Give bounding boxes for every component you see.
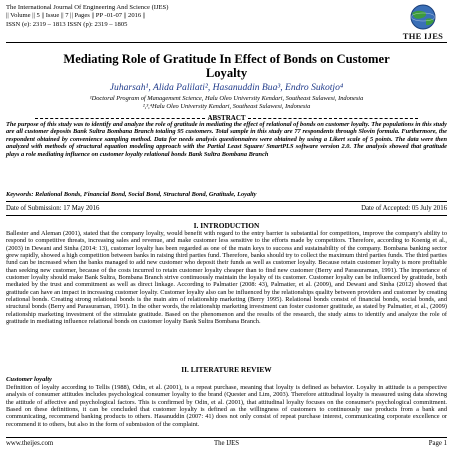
keywords-row <box>6 191 447 198</box>
globe-icon <box>398 3 448 31</box>
paper-authors: Juharsah¹, Alida Palilati², Hasanuddin Bua³, Endro Sukotjo⁴ <box>109 82 344 93</box>
submission-date: Date of Submission: 17 May 2016 <box>6 205 100 212</box>
abstract-text: The purpose of this study was to identify and analyze the role of gratitude in mediating the effect of relational of bonds on customer loyalty. The populations in this study are all customer deposits Bank Sultra Bombana Branch totaling 95 customers. Total sample in this study are 77 respondents through Slovin formula. Furthermore, the respondent obtained by convenience sampling method. Data for needs analysis questionnaires were obtained by using a Likert scale of 5 points. The data were then analyzed with methods of structural equation modeling approach with the Partial Least Square/ SmartPLS software version 2.0. The analysis showed that gratitude plays a role mediating influence on customer loyalty relational bonds Bank Sultra Bombana Branch <box>6 121 447 158</box>
accepted-date: Date of Accepted: 05 July 2016 <box>361 205 447 212</box>
affiliation-1: ¹Doctoral Program of Management Science, Halu Oleo University Kendari, Southeast Sulawesi, Indonesia <box>89 95 364 102</box>
abstract-heading: ABSTRACT <box>207 114 246 122</box>
journal-name: The International Journal Of Engineering And Science (IJES) <box>6 4 169 11</box>
journal-header <box>6 4 366 29</box>
dates-row <box>6 205 447 212</box>
abstract-rule-right <box>248 118 418 119</box>
dates-bottom-divider <box>6 215 447 216</box>
footer-page-number: Page 1 <box>428 440 447 447</box>
footer-website: www.theijes.com <box>6 440 54 447</box>
page-footer <box>6 440 447 447</box>
title-line-1: Mediating Role of Gratitude In Effect of Bonds on Customer <box>63 52 390 66</box>
customer-loyalty-subheading: Customer loyalty <box>6 376 52 383</box>
keywords-list: Relational Bonds, Financial Bond, Social Bond, Structural Bond, Gratitude, Loyalty <box>35 191 257 198</box>
literature-text: Definition of loyalty according to Tellis (1988), Odin, et al. (2001), is a repeat purchase, meaning that loyalty is defined as behavior. Loyalty in attitude is a perspective analysis of consumer attitudes includes psychological consumer loyalty to the brand (Quester and Lim, 2003). Therefore attitudinal loyalty is measured using data showing the attitude of affective and psychological factors. This is confirmed by Odin, et al. (2001), that attitudinal loyalty focuses on the consumer's psychological commitment. Based on these definitions, it can be concluded that customer loyalty is defined as the willingness of customers to continuously use products from a bank and communicating, recommend banking products to others. Hasanuddin (2007: 41) does not only consist of repeat purchase interest, communicating corporate excellence or recommend it to others, but also in the form of submission of the complaint. <box>6 384 447 428</box>
journal-issn: ISSN (e): 2319 – 1813 ISSN (p): 2319 – 1805 <box>6 20 128 28</box>
affiliation-2: ²,³,⁴Halu Oleo University Kendari, Southeast Sulawesi, Indonesia <box>142 102 311 110</box>
footer-journal: The IJES <box>213 440 240 447</box>
footer-divider <box>6 437 447 438</box>
abstract-rule-left <box>35 118 205 119</box>
paper-title <box>20 52 433 80</box>
journal-logo <box>398 3 448 41</box>
keywords-label: Keywords: <box>6 191 34 198</box>
dates-top-divider <box>6 201 447 202</box>
literature-heading: II. LITERATURE REVIEW <box>181 365 272 374</box>
header-divider <box>6 42 447 43</box>
journal-volume: || Volume || 5 || Issue || 7 || Pages || PP -01-07 || 2016 || <box>6 12 146 20</box>
intro-text: Ballester and Aleman (2001), stated that the company loyalty, would benefit with regard to the entry barrier is substantial for competitors, improve the company's ability to respond to competitive threats, increasing sales and revenue, and make customer less sensitive to the efforts made by competitors. Therefore, according to Koenig et al., (2003) in Dewani and Sinha (2014: 13), customer loyalty has been regarded as one of the main keys to success and sustainability of the company. Bombana banking sector grew rapidly, showed a high competition between banks in raising third parties fund. Therefore, banks should try to collect the maximum third parties funds. The third parties fund can be increased when the banks managed to add new customer who deposit their funds as well as customer loyalty. Because retain customer loyalty is more profitable than seeking new customer, because of the costs incurred to retain customer loyalty cheaper than to find new customer (Berry and Parasuraman, 1991). The importance of customer loyalty should make Bank Sultra, Bombana Branch strive continuously maintain the loyalty of its customer. Customer loyalty can be influenced by gratitude, both mediated by the trust and commitment as well as direct linkage. According to Palmatier (2008: 43), Palmatier, et al. (2009), and Dewani and Sinha (2012) showed that gratitude can have an impact in increasing customer loyalty. Customer loyalty also can be influenced by the relationships quality between providers and customer by creating relational bonds. Creating strong relational bonds is the main aim of relationship marketing (Berry 1995). Relational bonds consist of financial bonds, social bonds, and structural bonds (Berry and Parasuraman, 1991). In the other words, the relationship marketing investment can foster customer gratitude, as stated by Palmatier, et al., (2009) relationship marketing investment of the stimulate gratitude. Based on the phenomenon and the results of the research, the study aims to identify and analyze the role of gratitude in mediating influence relational bonds on customer loyalty Bank Sultra Bombana Branch. <box>6 230 447 326</box>
logo-text: THE IJES <box>402 31 444 41</box>
title-line-2: Loyalty <box>205 66 248 80</box>
intro-heading: I. INTRODUCTION <box>193 221 260 230</box>
paper-affiliations <box>20 95 433 110</box>
